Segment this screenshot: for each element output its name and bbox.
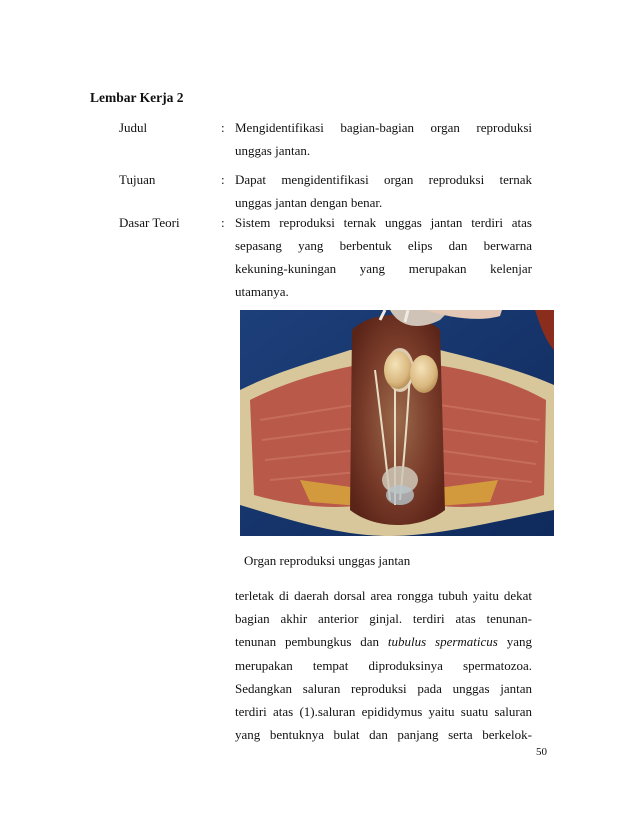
- body-paragraph: [235, 584, 532, 746]
- figure-caption: Organ reproduksi unggas jantan: [244, 553, 411, 568]
- row-colon: :: [221, 120, 225, 135]
- row-label-tujuan: Tujuan: [119, 172, 156, 187]
- body-line: terdiri atas (1).saluran epididymus yaitu suatu saluran: [235, 703, 532, 719]
- row-value-dasar-teori: [235, 211, 532, 303]
- body-text: yang: [497, 634, 532, 650]
- body-line: [235, 630, 532, 653]
- row-value-line: Mengidentifikasi bagian-bagian organ reproduksi: [235, 120, 532, 135]
- row-label-dasar-teori: Dasar Teori: [119, 215, 180, 230]
- row-colon: :: [221, 172, 225, 187]
- row-colon: :: [221, 215, 225, 230]
- row-value-line: kekuning-kuningan yang merupakan kelenjar: [235, 261, 532, 276]
- body-line: merupakan tempat diproduksinya spermatozoa.: [235, 657, 532, 673]
- italic-term: tubulus spermaticus: [387, 634, 498, 650]
- worksheet-heading: Lembar Kerja 2: [90, 90, 184, 105]
- row-value-line: Sistem reproduksi ternak unggas jantan terdiri atas: [235, 215, 532, 230]
- row-value-line: unggas jantan.: [235, 143, 311, 158]
- body-line: yang bentuknya bulat dan panjang serta berkelok-: [235, 727, 532, 743]
- row-value-line: utamanya.: [235, 284, 289, 299]
- row-value-line: sepasang yang berbentuk elips dan berwarna: [235, 238, 532, 253]
- body-line: bagian akhir anterior ginjal. terdiri atas tenunan-: [235, 611, 532, 627]
- body-line: Sedangkan saluran reproduksi pada unggas jantan: [235, 680, 532, 696]
- row-value-line: Dapat mengidentifikasi organ reproduksi ternak: [235, 172, 532, 187]
- body-text: tenunan pembungkus dan: [235, 634, 388, 650]
- row-value-tujuan: [235, 168, 532, 214]
- row-value-judul: [235, 116, 532, 162]
- dissection-photo: [240, 310, 554, 536]
- page-number: 50: [536, 746, 547, 758]
- row-label-judul: Judul: [119, 120, 148, 135]
- body-line: terletak di daerah dorsal area rongga tubuh yaitu dekat: [235, 588, 532, 603]
- row-value-line: unggas jantan dengan benar.: [235, 195, 383, 210]
